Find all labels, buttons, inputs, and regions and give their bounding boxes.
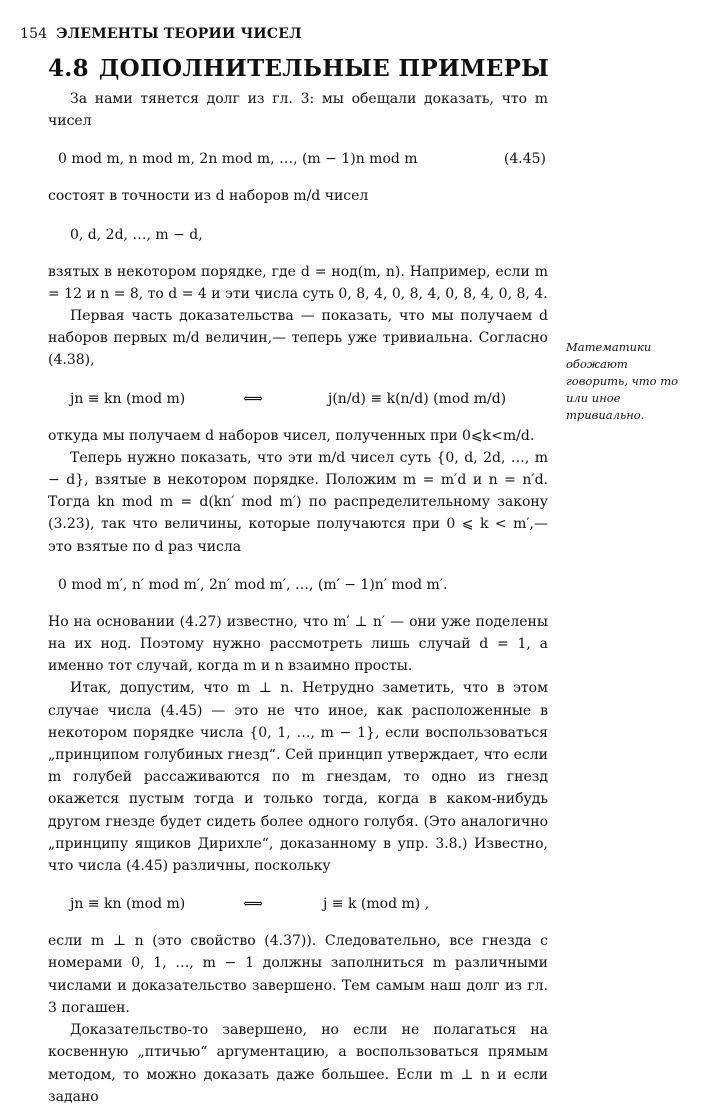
margin-note: Математики обожают говорить, что то или иное тривиально. (566, 340, 679, 422)
paragraph-1: За нами тянется долг из гл. 3: мы обещали доказать, что m чисел (48, 91, 548, 130)
equation-equivalence-1-right: j(n/d) ≡ k(n/d) (mod m/d) (328, 390, 507, 407)
main-text-column (48, 88, 548, 1108)
paragraph-7: Но на основании (4.27) известно, что m′ ⊥ n′ — они уже поделены на их нод. Поэтому нужно рассмотреть лишь случай d = 1, а именно тот случай, когда m и n взаимно просты. (48, 613, 548, 675)
equation-4-45 (48, 148, 548, 170)
paragraph-6: Теперь нужно показать, что эти m/d чисел суть {0, d, 2d, …, m − d}, взятые в некотором порядке. Положим m = m′d и n = n′d. Тогда kn mod m = d(kn′ mod m′) по распределительному закону (3.23), так что величины, которые получаются при 0 ⩽ k < m′,— это взятые по d раз числа (48, 449, 548, 555)
paragraph-8: Итак, допустим, что m ⊥ n. Нетрудно заметить, что в этом случае числа (4.45) — это не что иное, как расположенные в некотором порядке числа {0, 1, …, m − 1}, если воспользоваться „принципом голубиных гнезд“. Сей принцип утверждает, что если m голубей рассаживаются по m гнездам, то одно из гнезд окажется пустым тогда и только тогда, когда в каком-нибудь другом гнезде будет сидеть более одного голубя. (Это аналогично „принципу ящиков Дирихле“, доказанному в упр. 3.8.) Известно, что числа (4.45) различны, поскольку (48, 680, 548, 875)
page-number: 154 (20, 26, 48, 42)
equation-equivalence-2-left: jn ≡ kn (mod m) (70, 896, 186, 913)
equation-equivalence-1-arrow: ⟺ (243, 390, 264, 407)
section-number: 4.8 (48, 55, 89, 82)
equation-set-multiples-body: 0, d, 2d, …, m − d, (70, 226, 203, 243)
paragraph-3: взятых в некотором порядке, где d = нод(m, n). Например, если m = 12 и n = 8, то d = 4 и эти числа суть 0, 8, 4, 0, 8, 4, 0, 8, 4, 0, 8, 4. (48, 263, 548, 302)
running-title: ЭЛЕМЕНТЫ ТЕОРИИ ЧИСЕЛ (56, 26, 302, 42)
equation-tag-4-45: (4.45) (503, 151, 546, 168)
equation-residues-prime-body: 0 mod m′, n′ mod m′, 2n′ mod m′, …, (m′ − 1)n′ mod m′. (58, 576, 448, 593)
equation-equivalence-2-arrow: ⟺ (243, 896, 264, 913)
equation-equivalence-2 (48, 893, 548, 915)
equation-equivalence-1-left: jn ≡ kn (mod m) (70, 390, 186, 407)
equation-equivalence-2-right: j ≡ k (mod m) , (323, 896, 430, 913)
equation-equivalence-1 (48, 388, 548, 410)
paragraph-9: если m ⊥ n (это свойство (4.37)). Следовательно, все гнезда с номерами 0, 1, …, m − 1 должны заполниться m различными числами и доказательство завершено. Тем самым наш долг из гл. 3 погашен. (48, 933, 548, 1016)
paragraph-5: откуда мы получаем d наборов чисел, полученных при 0⩽k<m/d. (48, 427, 535, 444)
paragraph-10: Доказательство-то завершено, но если не полагаться на косвенную „птичью“ аргументацию, а воспользоваться прямым методом, то можно доказать даже большее. Если m ⊥ n и если задано (48, 1022, 548, 1105)
paragraph-4: Первая часть доказательства — показать, что мы получаем d наборов первых m/d величин,— теперь уже тривиальна. Согласно (4.38), (48, 308, 548, 369)
equation-set-multiples (48, 224, 548, 246)
equation-residues-prime (48, 574, 548, 596)
equation-4-45-body: 0 mod m, n mod m, 2n mod m, …, (m − 1)n mod m (58, 151, 418, 168)
running-header (20, 26, 580, 42)
section-heading (48, 55, 568, 82)
section-title: ДОПОЛНИТЕЛЬНЫЕ ПРИМЕРЫ (98, 55, 550, 82)
paragraph-2: состоят в точности из d наборов m/d чисел (48, 188, 369, 205)
